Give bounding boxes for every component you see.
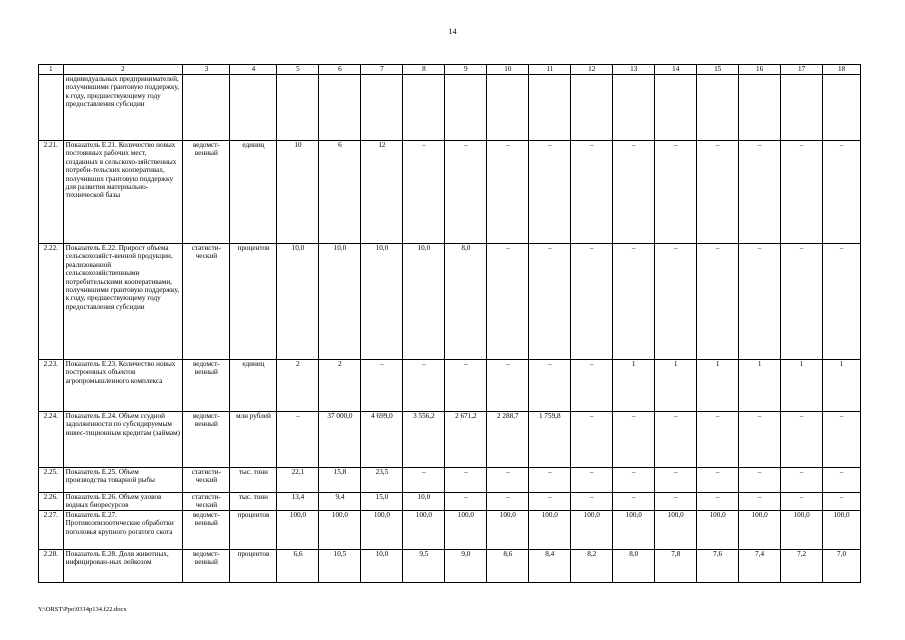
- value-cell: –: [739, 244, 781, 360]
- value-cell: –: [697, 468, 739, 493]
- value-cell: 2 671,2: [445, 412, 487, 468]
- table-body: [39, 75, 861, 583]
- column-header-10: 10: [487, 65, 529, 75]
- indicator-unit: единиц: [230, 141, 277, 244]
- indicator-unit: процентов: [230, 244, 277, 360]
- value-cell: –: [487, 244, 529, 360]
- value-cell: –: [487, 360, 529, 412]
- value-cell: 9,5: [403, 549, 445, 582]
- value-cell: –: [529, 244, 571, 360]
- value-cell: 2: [277, 360, 319, 412]
- value-cell: –: [823, 244, 861, 360]
- value-cell: –: [655, 412, 697, 468]
- indicator-name: индивидуальных предпринимателей, получившими грантовую поддержку, к году, предшествующему году предоставления субсидии: [63, 75, 183, 141]
- value-cell: 1: [739, 360, 781, 412]
- column-header-8: 8: [403, 65, 445, 75]
- column-number-row: [39, 65, 861, 75]
- table-row: [39, 360, 861, 412]
- value-cell: 10,5: [319, 549, 361, 582]
- value-cell: –: [613, 244, 655, 360]
- value-cell: –: [613, 141, 655, 244]
- value-cell: –: [487, 493, 529, 511]
- value-cell: 9,4: [319, 493, 361, 511]
- value-cell: 1: [697, 360, 739, 412]
- table-row: [39, 468, 861, 493]
- value-cell: [487, 75, 529, 141]
- value-cell: 23,5: [361, 468, 403, 493]
- value-cell: 7,2: [781, 549, 823, 582]
- value-cell: 10,0: [319, 244, 361, 360]
- column-header-15: 15: [697, 65, 739, 75]
- value-cell: [403, 75, 445, 141]
- value-cell: –: [529, 360, 571, 412]
- column-header-5: 5: [277, 65, 319, 75]
- value-cell: [361, 75, 403, 141]
- indicator-name: Показатель Е.28. Доля животных, инфицирован-ных лейкозом: [63, 549, 183, 582]
- row-number: 2.27.: [39, 510, 64, 549]
- indicator-name: Показатель Е.21. Количество новых постоянных рабочих мест, созданных в сельскохо-зяйственных потреби-тельских кооперативах, получивших грантовую поддержку для развития материально-технической базы: [63, 141, 183, 244]
- indicator-source: ведомст-венный: [183, 360, 230, 412]
- table-row: [39, 549, 861, 582]
- value-cell: 4 699,0: [361, 412, 403, 468]
- indicator-name: Показатель Е.25. Объем производства товарной рыбы: [63, 468, 183, 493]
- value-cell: 15,8: [319, 468, 361, 493]
- value-cell: 10,0: [361, 549, 403, 582]
- value-cell: 100,0: [403, 510, 445, 549]
- value-cell: 1 759,8: [529, 412, 571, 468]
- indicator-source: статисти-ческий: [183, 244, 230, 360]
- value-cell: –: [445, 493, 487, 511]
- value-cell: 15,0: [361, 493, 403, 511]
- indicator-unit: процентов: [230, 549, 277, 582]
- value-cell: –: [403, 360, 445, 412]
- value-cell: –: [361, 360, 403, 412]
- value-cell: –: [277, 412, 319, 468]
- value-cell: –: [823, 468, 861, 493]
- column-header-12: 12: [571, 65, 613, 75]
- column-header-3: 3: [183, 65, 230, 75]
- row-number: 2.24.: [39, 412, 64, 468]
- value-cell: 100,0: [319, 510, 361, 549]
- value-cell: [823, 75, 861, 141]
- value-cell: [739, 75, 781, 141]
- indicator-source: ведомст-венный: [183, 141, 230, 244]
- column-header-17: 17: [781, 65, 823, 75]
- value-cell: –: [739, 412, 781, 468]
- value-cell: 13,4: [277, 493, 319, 511]
- column-header-7: 7: [361, 65, 403, 75]
- row-number: 2.21.: [39, 141, 64, 244]
- indicator-source: статисти-ческий: [183, 493, 230, 511]
- value-cell: –: [823, 412, 861, 468]
- value-cell: –: [403, 141, 445, 244]
- value-cell: 10,0: [277, 244, 319, 360]
- value-cell: 1: [613, 360, 655, 412]
- value-cell: –: [613, 412, 655, 468]
- table-row: [39, 75, 861, 141]
- value-cell: 8,2: [571, 549, 613, 582]
- value-cell: 7,0: [823, 549, 861, 582]
- value-cell: –: [445, 360, 487, 412]
- value-cell: –: [571, 468, 613, 493]
- indicator-source: ведомст-венный: [183, 510, 230, 549]
- column-header-4: 4: [230, 65, 277, 75]
- value-cell: –: [823, 141, 861, 244]
- indicator-unit: млн рублей: [230, 412, 277, 468]
- value-cell: 100,0: [571, 510, 613, 549]
- value-cell: –: [781, 141, 823, 244]
- column-header-11: 11: [529, 65, 571, 75]
- row-number: 2.22.: [39, 244, 64, 360]
- row-number: 2.26.: [39, 493, 64, 511]
- row-number: 2.28.: [39, 549, 64, 582]
- value-cell: 100,0: [487, 510, 529, 549]
- value-cell: 10: [277, 141, 319, 244]
- value-cell: [529, 75, 571, 141]
- value-cell: –: [739, 141, 781, 244]
- indicator-source: ведомст-венный: [183, 412, 230, 468]
- value-cell: 100,0: [361, 510, 403, 549]
- table-row: [39, 244, 861, 360]
- column-header-9: 9: [445, 65, 487, 75]
- value-cell: –: [529, 468, 571, 493]
- value-cell: 100,0: [697, 510, 739, 549]
- indicator-unit: единиц: [230, 360, 277, 412]
- value-cell: [613, 75, 655, 141]
- value-cell: –: [613, 468, 655, 493]
- table-row: [39, 141, 861, 244]
- value-cell: –: [529, 141, 571, 244]
- value-cell: 6: [319, 141, 361, 244]
- value-cell: –: [781, 493, 823, 511]
- value-cell: –: [655, 141, 697, 244]
- indicator-source: статисти-ческий: [183, 468, 230, 493]
- value-cell: –: [487, 141, 529, 244]
- value-cell: 1: [655, 360, 697, 412]
- value-cell: –: [487, 468, 529, 493]
- column-header-1: 1: [39, 65, 64, 75]
- value-cell: 12: [361, 141, 403, 244]
- indicator-name: Показатель Е.27. Противоэпизоотические обработки поголовья крупного рогатого скота: [63, 510, 183, 549]
- value-cell: 1: [781, 360, 823, 412]
- indicator-source: ведомст-венный: [183, 549, 230, 582]
- table-row: [39, 493, 861, 511]
- value-cell: 100,0: [529, 510, 571, 549]
- column-header-6: 6: [319, 65, 361, 75]
- value-cell: 2: [319, 360, 361, 412]
- table-row: [39, 510, 861, 549]
- value-cell: –: [697, 412, 739, 468]
- value-cell: –: [571, 412, 613, 468]
- value-cell: –: [655, 468, 697, 493]
- value-cell: 9,0: [445, 549, 487, 582]
- value-cell: 10,0: [403, 493, 445, 511]
- indicator-unit: тыс. тонн: [230, 493, 277, 511]
- value-cell: –: [445, 468, 487, 493]
- value-cell: –: [739, 493, 781, 511]
- value-cell: –: [781, 412, 823, 468]
- value-cell: –: [697, 493, 739, 511]
- value-cell: –: [613, 493, 655, 511]
- value-cell: [655, 75, 697, 141]
- value-cell: 6,6: [277, 549, 319, 582]
- value-cell: [571, 75, 613, 141]
- value-cell: 8,4: [529, 549, 571, 582]
- value-cell: 7,4: [739, 549, 781, 582]
- value-cell: 100,0: [277, 510, 319, 549]
- value-cell: [697, 75, 739, 141]
- value-cell: –: [571, 360, 613, 412]
- indicator-unit: [230, 75, 277, 141]
- value-cell: 100,0: [739, 510, 781, 549]
- value-cell: 10,0: [403, 244, 445, 360]
- value-cell: –: [739, 468, 781, 493]
- value-cell: 8,0: [445, 244, 487, 360]
- value-cell: 1: [823, 360, 861, 412]
- value-cell: –: [697, 244, 739, 360]
- value-cell: –: [655, 493, 697, 511]
- indicator-name: Показатель Е.26. Объем уловов водных биоресурсов: [63, 493, 183, 511]
- column-header-14: 14: [655, 65, 697, 75]
- value-cell: 100,0: [655, 510, 697, 549]
- value-cell: –: [571, 244, 613, 360]
- value-cell: –: [781, 244, 823, 360]
- column-header-16: 16: [739, 65, 781, 75]
- value-cell: [319, 75, 361, 141]
- value-cell: –: [571, 141, 613, 244]
- column-header-2: 2: [63, 65, 183, 75]
- value-cell: –: [655, 244, 697, 360]
- indicator-unit: процентов: [230, 510, 277, 549]
- column-header-18: 18: [823, 65, 861, 75]
- row-number: [39, 75, 64, 141]
- value-cell: –: [403, 468, 445, 493]
- indicator-name: Показатель Е.22. Прирост объема сельскохозяйст-венной продукции, реализованной сельскохозяйственными потребительскими кооперативами, получившими грантовую поддержку, к году, предшествующему году предоставления субсидии: [63, 244, 183, 360]
- value-cell: –: [823, 493, 861, 511]
- table-row: [39, 412, 861, 468]
- value-cell: 37 000,0: [319, 412, 361, 468]
- value-cell: 8,6: [487, 549, 529, 582]
- value-cell: [445, 75, 487, 141]
- row-number: 2.25.: [39, 468, 64, 493]
- value-cell: –: [781, 468, 823, 493]
- value-cell: [781, 75, 823, 141]
- value-cell: 2 288,7: [487, 412, 529, 468]
- value-cell: 100,0: [613, 510, 655, 549]
- value-cell: –: [445, 141, 487, 244]
- value-cell: 10,0: [361, 244, 403, 360]
- value-cell: 7,6: [697, 549, 739, 582]
- indicator-name: Показатель Е.23. Количество новых построенных объектов агропромышленного комплекса: [63, 360, 183, 412]
- value-cell: –: [529, 493, 571, 511]
- column-header-13: 13: [613, 65, 655, 75]
- value-cell: 22,1: [277, 468, 319, 493]
- indicator-unit: тыс. тонн: [230, 468, 277, 493]
- value-cell: –: [571, 493, 613, 511]
- value-cell: [277, 75, 319, 141]
- value-cell: 8,0: [613, 549, 655, 582]
- indicators-table: [38, 64, 861, 583]
- footer-file-path: Y:\ORST\Ppo\0314p134.f22.docx: [38, 606, 127, 613]
- value-cell: 7,8: [655, 549, 697, 582]
- page-number: 14: [448, 27, 457, 36]
- indicator-source: [183, 75, 230, 141]
- value-cell: 100,0: [823, 510, 861, 549]
- value-cell: 3 556,2: [403, 412, 445, 468]
- value-cell: 100,0: [781, 510, 823, 549]
- indicator-name: Показатель Е.24. Объем ссудной задолженности по субсидируемым инвес-тиционным кредитам (займам): [63, 412, 183, 468]
- value-cell: –: [697, 141, 739, 244]
- value-cell: 100,0: [445, 510, 487, 549]
- row-number: 2.23.: [39, 360, 64, 412]
